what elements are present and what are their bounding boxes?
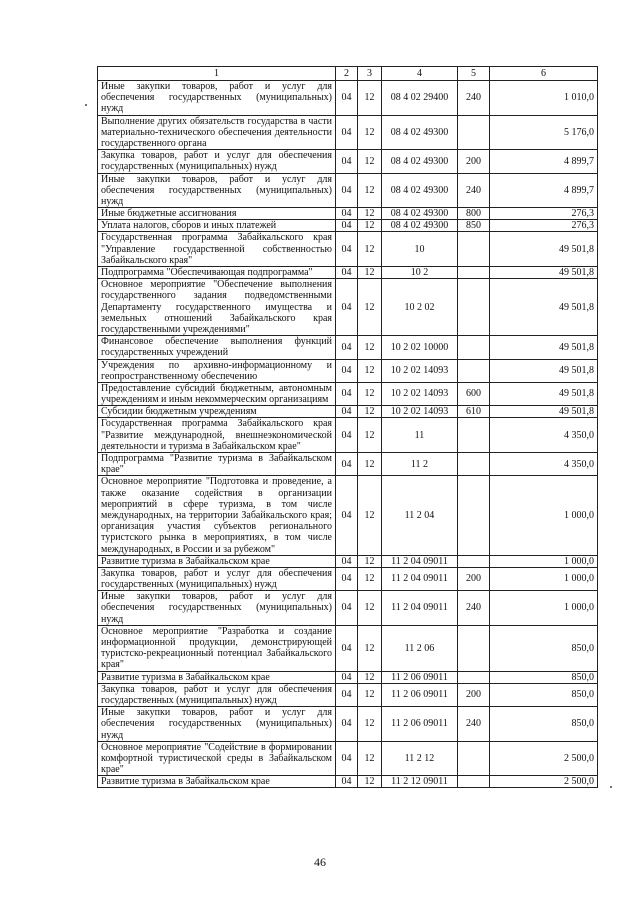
row-expense-type-cell: 600: [458, 382, 490, 405]
table-row: [98, 336, 598, 359]
table-row: [98, 741, 598, 776]
row-target-code-cell: 08 4 02 49300: [382, 208, 458, 220]
row-expense-type-cell: [458, 336, 490, 359]
row-target-code-cell: 11 2 04 09011: [382, 555, 458, 567]
row-subsection-cell: 12: [358, 776, 382, 788]
row-name-cell: Выполнение других обязательств государства в части материально-технического обеспечения деятельности государственного органа: [98, 115, 336, 150]
row-amount-cell: 4 899,7: [490, 150, 598, 173]
header-col-1: 1: [98, 67, 336, 81]
row-name-cell: Иные закупки товаров, работ и услуг для обеспечения государственных (муниципальных) нужд: [98, 591, 336, 626]
row-section-cell: 04: [336, 220, 358, 232]
row-expense-type-cell: [458, 741, 490, 776]
table-row: [98, 555, 598, 567]
row-target-code-cell: 11 2 06 09011: [382, 683, 458, 706]
row-expense-type-cell: [458, 115, 490, 150]
row-section-cell: 04: [336, 279, 358, 336]
row-expense-type-cell: 240: [458, 591, 490, 626]
row-subsection-cell: 12: [358, 115, 382, 150]
row-subsection-cell: 12: [358, 671, 382, 683]
row-name-cell: Уплата налогов, сборов и иных платежей: [98, 220, 336, 232]
row-amount-cell: 850,0: [490, 683, 598, 706]
row-target-code-cell: 10 2 02 10000: [382, 336, 458, 359]
row-amount-cell: 2 500,0: [490, 776, 598, 788]
row-section-cell: 04: [336, 359, 358, 382]
header-col-5: 5: [458, 67, 490, 81]
row-name-cell: Субсидии бюджетным учреждениям: [98, 406, 336, 418]
row-name-cell: Финансовое обеспечение выполнения функций государственных учреждений: [98, 336, 336, 359]
row-target-code-cell: 08 4 02 29400: [382, 81, 458, 116]
row-subsection-cell: 12: [358, 359, 382, 382]
row-name-cell: Основное мероприятие "Содействие в формировании комфортной туристической среды в Забайкальском крае": [98, 741, 336, 776]
row-name-cell: Государственная программа Забайкальского края "Управление государственной собственностью Забайкальского края": [98, 232, 336, 267]
row-expense-type-cell: 240: [458, 173, 490, 208]
row-target-code-cell: 11 2 12 09011: [382, 776, 458, 788]
row-amount-cell: 1 010,0: [490, 81, 598, 116]
row-expense-type-cell: 200: [458, 150, 490, 173]
row-target-code-cell: 08 4 02 49300: [382, 173, 458, 208]
row-name-cell: Развитие туризма в Забайкальском крае: [98, 671, 336, 683]
row-amount-cell: 5 176,0: [490, 115, 598, 150]
row-section-cell: 04: [336, 81, 358, 116]
table-row: [98, 453, 598, 476]
row-target-code-cell: 11 2 06 09011: [382, 671, 458, 683]
table-row: [98, 232, 598, 267]
table-row: [98, 267, 598, 279]
table-row: [98, 683, 598, 706]
row-expense-type-cell: [458, 418, 490, 453]
row-subsection-cell: 12: [358, 683, 382, 706]
row-amount-cell: 49 501,8: [490, 382, 598, 405]
row-target-code-cell: 08 4 02 49300: [382, 115, 458, 150]
header-col-2: 2: [336, 67, 358, 81]
row-expense-type-cell: [458, 279, 490, 336]
row-section-cell: 04: [336, 776, 358, 788]
table-header-row: [98, 67, 598, 81]
row-target-code-cell: 11 2 04 09011: [382, 591, 458, 626]
row-name-cell: Иные закупки товаров, работ и услуг для обеспечения государственных (муниципальных) нужд: [98, 173, 336, 208]
row-section-cell: 04: [336, 208, 358, 220]
row-subsection-cell: 12: [358, 625, 382, 671]
row-subsection-cell: 12: [358, 406, 382, 418]
table-body: [98, 81, 598, 788]
header-col-3: 3: [358, 67, 382, 81]
row-amount-cell: 4 899,7: [490, 173, 598, 208]
table-row: [98, 220, 598, 232]
row-section-cell: 04: [336, 476, 358, 555]
scan-speck: [610, 786, 612, 788]
row-expense-type-cell: [458, 267, 490, 279]
row-amount-cell: 850,0: [490, 625, 598, 671]
row-expense-type-cell: 200: [458, 683, 490, 706]
row-target-code-cell: 11 2: [382, 453, 458, 476]
row-target-code-cell: 11: [382, 418, 458, 453]
table-row: [98, 150, 598, 173]
row-amount-cell: 1 000,0: [490, 555, 598, 567]
row-subsection-cell: 12: [358, 382, 382, 405]
row-section-cell: 04: [336, 671, 358, 683]
row-name-cell: Иные закупки товаров, работ и услуг для обеспечения государственных (муниципальных) нужд: [98, 707, 336, 742]
row-subsection-cell: 12: [358, 232, 382, 267]
table-row: [98, 625, 598, 671]
row-subsection-cell: 12: [358, 279, 382, 336]
row-section-cell: 04: [336, 267, 358, 279]
row-expense-type-cell: 850: [458, 220, 490, 232]
row-expense-type-cell: 200: [458, 567, 490, 590]
row-section-cell: 04: [336, 406, 358, 418]
row-section-cell: 04: [336, 382, 358, 405]
table-row: [98, 567, 598, 590]
row-subsection-cell: 12: [358, 173, 382, 208]
row-target-code-cell: 08 4 02 49300: [382, 150, 458, 173]
row-name-cell: Учреждения по архивно-информационному и геопространственному обеспечению: [98, 359, 336, 382]
row-amount-cell: 1 000,0: [490, 567, 598, 590]
row-amount-cell: 276,3: [490, 220, 598, 232]
row-subsection-cell: 12: [358, 567, 382, 590]
row-target-code-cell: 11 2 04 09011: [382, 567, 458, 590]
row-name-cell: Основное мероприятие "Разработка и создание информационной продукции, демонстрирующей туристско-рекреационный потенциал Забайкальского края": [98, 625, 336, 671]
row-subsection-cell: 12: [358, 208, 382, 220]
row-expense-type-cell: 610: [458, 406, 490, 418]
row-target-code-cell: 10 2 02 14093: [382, 406, 458, 418]
row-subsection-cell: 12: [358, 81, 382, 116]
row-subsection-cell: 12: [358, 555, 382, 567]
row-section-cell: 04: [336, 453, 358, 476]
row-amount-cell: 276,3: [490, 208, 598, 220]
row-section-cell: 04: [336, 741, 358, 776]
row-subsection-cell: 12: [358, 336, 382, 359]
table-row: [98, 591, 598, 626]
row-expense-type-cell: [458, 476, 490, 555]
row-name-cell: Предоставление субсидий бюджетным, автономным учреждениям и иным некоммерческим организациям: [98, 382, 336, 405]
row-expense-type-cell: [458, 359, 490, 382]
row-section-cell: 04: [336, 625, 358, 671]
row-subsection-cell: 12: [358, 476, 382, 555]
table-row: [98, 208, 598, 220]
row-target-code-cell: 11 2 04: [382, 476, 458, 555]
row-amount-cell: 49 501,8: [490, 267, 598, 279]
row-expense-type-cell: [458, 453, 490, 476]
row-name-cell: Закупка товаров, работ и услуг для обеспечения государственных (муниципальных) нужд: [98, 150, 336, 173]
table-row: [98, 707, 598, 742]
row-section-cell: 04: [336, 707, 358, 742]
row-amount-cell: 49 501,8: [490, 232, 598, 267]
row-expense-type-cell: [458, 776, 490, 788]
row-amount-cell: 49 501,8: [490, 359, 598, 382]
table-row: [98, 359, 598, 382]
row-name-cell: Закупка товаров, работ и услуг для обеспечения государственных (муниципальных) нужд: [98, 683, 336, 706]
row-target-code-cell: 10 2 02 14093: [382, 359, 458, 382]
row-name-cell: Развитие туризма в Забайкальском крае: [98, 776, 336, 788]
row-subsection-cell: 12: [358, 707, 382, 742]
row-expense-type-cell: 240: [458, 707, 490, 742]
row-subsection-cell: 12: [358, 741, 382, 776]
row-section-cell: 04: [336, 591, 358, 626]
table-row: [98, 671, 598, 683]
row-section-cell: 04: [336, 336, 358, 359]
table-row: [98, 776, 598, 788]
row-amount-cell: 1 000,0: [490, 476, 598, 555]
row-name-cell: Подпрограмма "Развитие туризма в Забайкальском крае": [98, 453, 336, 476]
row-section-cell: 04: [336, 418, 358, 453]
row-target-code-cell: 11 2 12: [382, 741, 458, 776]
row-name-cell: Иные бюджетные ассигнования: [98, 208, 336, 220]
row-target-code-cell: 08 4 02 49300: [382, 220, 458, 232]
table-row: [98, 173, 598, 208]
row-expense-type-cell: [458, 625, 490, 671]
table-row: [98, 476, 598, 555]
row-section-cell: 04: [336, 555, 358, 567]
row-name-cell: Основное мероприятие "Обеспечение выполнения государственного задания подведомственными Департаменту государственного имущества и земельных отношений Забайкальского края государственными учреждениями": [98, 279, 336, 336]
row-subsection-cell: 12: [358, 453, 382, 476]
table-row: [98, 406, 598, 418]
row-name-cell: Подпрограмма "Обеспечивающая подпрограмма": [98, 267, 336, 279]
table-row: [98, 418, 598, 453]
row-expense-type-cell: [458, 232, 490, 267]
row-subsection-cell: 12: [358, 418, 382, 453]
row-section-cell: 04: [336, 567, 358, 590]
row-section-cell: 04: [336, 115, 358, 150]
row-target-code-cell: 10 2 02 14093: [382, 382, 458, 405]
row-name-cell: Иные закупки товаров, работ и услуг для обеспечения государственных (муниципальных) нужд: [98, 81, 336, 116]
row-expense-type-cell: 240: [458, 81, 490, 116]
row-subsection-cell: 12: [358, 591, 382, 626]
row-expense-type-cell: 800: [458, 208, 490, 220]
row-target-code-cell: 11 2 06 09011: [382, 707, 458, 742]
header-col-4: 4: [382, 67, 458, 81]
row-section-cell: 04: [336, 232, 358, 267]
row-expense-type-cell: [458, 555, 490, 567]
row-amount-cell: 850,0: [490, 671, 598, 683]
row-section-cell: 04: [336, 683, 358, 706]
row-name-cell: Закупка товаров, работ и услуг для обеспечения государственных (муниципальных) нужд: [98, 567, 336, 590]
row-amount-cell: 4 350,0: [490, 453, 598, 476]
scan-speck: [85, 104, 87, 106]
row-subsection-cell: 12: [358, 150, 382, 173]
row-amount-cell: 1 000,0: [490, 591, 598, 626]
row-expense-type-cell: [458, 671, 490, 683]
row-target-code-cell: 10: [382, 232, 458, 267]
row-target-code-cell: 11 2 06: [382, 625, 458, 671]
row-amount-cell: 49 501,8: [490, 406, 598, 418]
table-row: [98, 115, 598, 150]
row-amount-cell: 850,0: [490, 707, 598, 742]
table-row: [98, 279, 598, 336]
row-name-cell: Государственная программа Забайкальского края "Развитие международной, внешнеэкономической деятельности и туризма в Забайкальском крае": [98, 418, 336, 453]
row-amount-cell: 49 501,8: [490, 336, 598, 359]
row-section-cell: 04: [336, 173, 358, 208]
budget-table: [97, 66, 598, 788]
page-number: 46: [314, 855, 326, 869]
table-row: [98, 382, 598, 405]
header-col-6: 6: [490, 67, 598, 81]
row-amount-cell: 49 501,8: [490, 279, 598, 336]
row-name-cell: Основное мероприятие "Подготовка и проведение, а также оказание содействия в организации мероприятий в сфере туризма, в том числе международных, на территории Забайкальского края; организация участия субъектов регионального туристского рынка в мероприятиях, в том числе международных, в России и за рубежом": [98, 476, 336, 555]
row-target-code-cell: 10 2 02: [382, 279, 458, 336]
row-target-code-cell: 10 2: [382, 267, 458, 279]
row-subsection-cell: 12: [358, 267, 382, 279]
row-amount-cell: 2 500,0: [490, 741, 598, 776]
row-name-cell: Развитие туризма в Забайкальском крае: [98, 555, 336, 567]
table-row: [98, 81, 598, 116]
row-amount-cell: 4 350,0: [490, 418, 598, 453]
row-subsection-cell: 12: [358, 220, 382, 232]
row-section-cell: 04: [336, 150, 358, 173]
